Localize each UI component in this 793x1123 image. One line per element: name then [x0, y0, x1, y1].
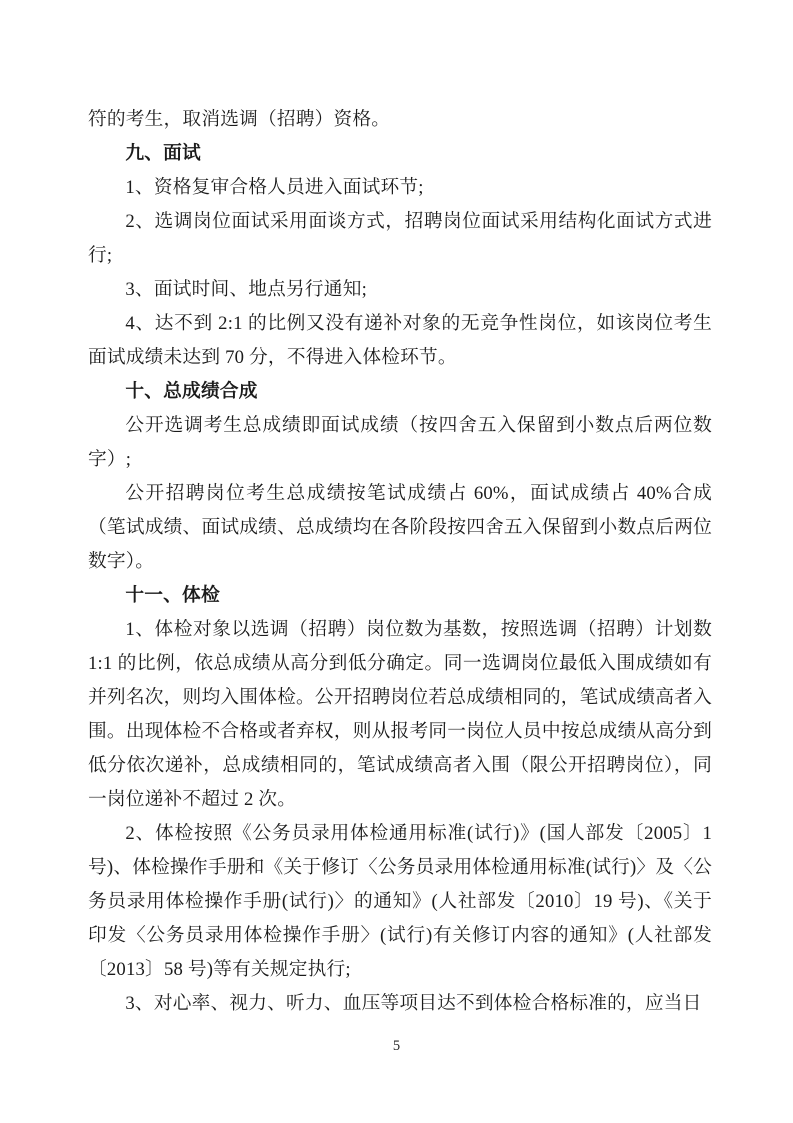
paragraph-interview-item-1: 1、资格复审合格人员进入面试环节; — [125, 177, 424, 198]
section-heading-eleven-physical-exam: 十一、体检 — [125, 585, 220, 606]
paragraph-physical-exam-item-2: 2、体检按照《公务员录用体检通用标准(试行)》(国人部发〔2005〕1号)、体检操作手册和《关于修订〈公务员录用体检通用标准(试行)〉及〈公务员录用体检操作手册(试行)〉的通知》(人社部发〔2010〕19 号)、《关于印发〈公务员录用体检操作手册〉(试行)有关修订内容的通知》(人社部发〔2013〕58 号)等有关规定执行; — [88, 823, 712, 980]
paragraph-interview-item-2: 2、选调岗位面试采用面谈方式，招聘岗位面试采用结构化面试方式进行; — [88, 211, 712, 266]
document-body — [88, 103, 712, 1021]
section-heading-nine-interview: 九、面试 — [125, 143, 201, 164]
page-number-footer: 5 — [392, 1038, 401, 1054]
paragraph-physical-exam-item-3: 3、对心率、视力、听力、血压等项目达不到体检合格标准的，应当日 — [125, 993, 702, 1014]
paragraph-interview-item-4: 4、达不到 2:1 的比例又没有递补对象的无竞争性岗位，如该岗位考生面试成绩未达到 70 分，不得进入体检环节。 — [88, 313, 712, 368]
paragraph-total-score-selection: 公开选调考生总成绩即面试成绩（按四舍五入保留到小数点后两位数字）; — [88, 415, 712, 470]
paragraph-interview-item-3: 3、面试时间、地点另行通知; — [125, 279, 367, 300]
paragraph-physical-exam-item-1: 1、体检对象以选调（招聘）岗位数为基数，按照选调（招聘）计划数 1:1 的比例，依总成绩从高分到低分确定。同一选调岗位最低入围成绩如有并列名次，则均入围体检。公开招聘岗位若总成绩相同的，笔试成绩高者入围。出现体检不合格或者弃权，则从报考同一岗位人员中按总成绩从高分到低分依次递补，总成绩相同的，笔试成绩高者入围（限公开招聘岗位），同一岗位递补不超过 2 次。 — [88, 619, 712, 810]
paragraph-continuation: 符的考生，取消选调（招聘）资格。 — [88, 109, 391, 130]
section-heading-ten-total-score: 十、总成绩合成 — [125, 381, 258, 402]
paragraph-total-score-recruitment: 公开招聘岗位考生总成绩按笔试成绩占 60%，面试成绩占 40%合成（笔试成绩、面试成绩、总成绩均在各阶段按四舍五入保留到小数点后两位数字）。 — [88, 483, 712, 572]
